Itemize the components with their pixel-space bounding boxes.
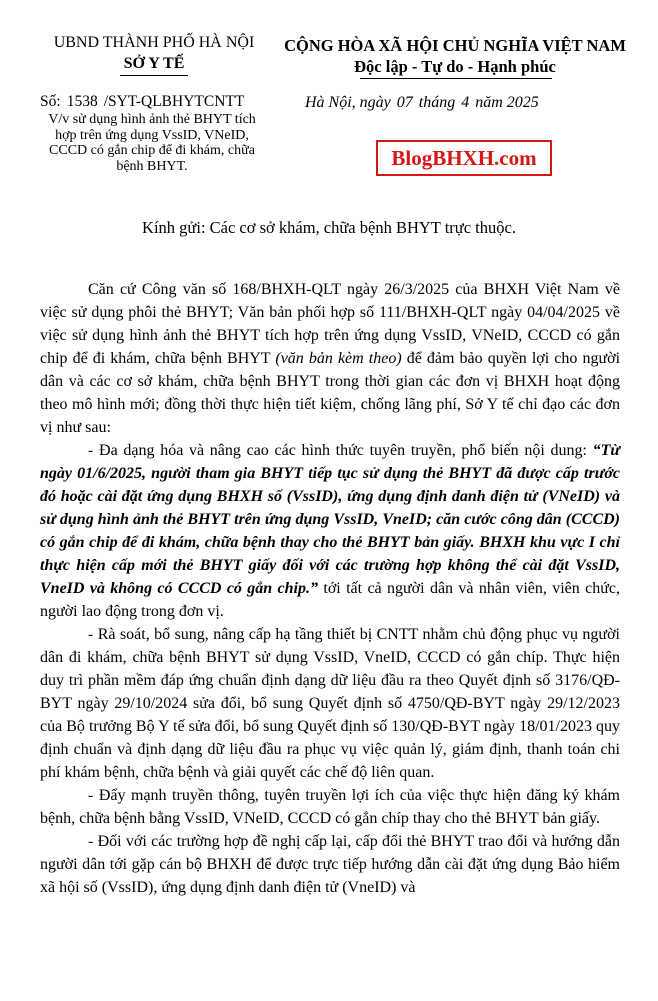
attached-note: (văn bản kèm theo): [275, 350, 402, 367]
date-prefix: Hà Nội, ngày: [305, 94, 391, 111]
doc-number-code: /SYT-QLBHYTCNTT: [103, 93, 245, 110]
document-subject: V/v sử dụng hình ảnh thẻ BHYT tích hợp trên ứng dụng VssID, VNeID, CCCD có gắn chip để đi khám, chữa bệnh BHYT.: [48, 112, 256, 174]
paragraph-basis: [40, 278, 620, 439]
date-day: 07: [396, 94, 413, 111]
doc-number-label: Số:: [40, 93, 61, 110]
recipient-line: Kính gửi: Các cơ sở khám, chữa bệnh BHYT trực thuộc.: [142, 218, 516, 237]
paragraph-communication: [40, 439, 620, 623]
org-name-dept: SỞ Y TẾ: [123, 55, 185, 72]
date-month: 4: [461, 94, 470, 111]
document-date: [305, 94, 539, 112]
communication-tail: tới tất cả người dân và nhân viên, viên chức, người lao động trong đơn vị.: [40, 580, 621, 620]
paragraph-basis-text: Căn cứ Công văn số 168/BHXH-QLT ngày 26/3/2025 của BHXH Việt Nam về việc sử dụng phôi thẻ BHYT; Văn bản phối hợp số 111/BHXH-QLT ngày 04/04/2025 về việc sử dụng hình ảnh thẻ BHYT tích hợp trên ứng dụng VssID, VNeID, CCCD có gắn chip để đi khám, chữa bệnh BHYT: [40, 281, 620, 367]
national-title: CỘNG HÒA XÃ HỘI CHỦ NGHĨA VIỆT NAM: [284, 36, 626, 55]
paragraph-promotion: - Đẩy mạnh truyền thông, tuyên truyền lợi ích của việc thực hiện đăng ký khám bệnh, chữa bệnh bằng VssID, VNeID, CCCD có gắn chíp thay cho thẻ BHYT bản giấy.: [40, 787, 620, 827]
paragraph-reissue: - Đối với các trường hợp đề nghị cấp lại, cấp đổi thẻ BHYT trao đổi và hướng dẫn người dân tới gặp cán bộ BHXH để được trực tiếp hướng dẫn cài đặt ứng dụng Bảo hiểm xã hội số (VssID), ứng dụng định danh điện tử (VneID) và: [40, 833, 620, 896]
org-name-city: UBND THÀNH PHỐ HÀ NỘI: [53, 34, 255, 51]
paragraph-infrastructure: - Rà soát, bổ sung, nâng cấp hạ tầng thiết bị CNTT nhằm chủ động phục vụ người dân đi khám, chữa bệnh BHYT sử dụng VssID, VneID, CCCD có gắn chíp. Thực hiện duy trì phần mềm đáp ứng chuẩn định dạng dữ liệu đầu ra theo Quyết định số 3176/QĐ-BYT ngày 29/10/2024 sửa đổi, bổ sung Quyết định số 4750/QĐ-BYT ngày 29/12/2023 của Bộ trưởng Bộ Y tế sửa đổi, bổ sung Quyết định số 130/QĐ-BYT ngày 18/01/2023 quy định chuẩn và định dạng dữ liệu đầu ra phục vụ việc quản lý, giám định, thanh toán chi phí khám bệnh, chữa bệnh và giải quyết các chế độ liên quan.: [40, 626, 620, 781]
org-underline: [120, 75, 188, 76]
document-body: [40, 278, 620, 899]
document-number: [40, 93, 244, 111]
motto-underline: [360, 78, 552, 79]
brand-watermark-box: [376, 140, 552, 176]
doc-number-value: 1538: [66, 93, 98, 110]
highlight-quote: “Từ ngày 01/6/2025, người tham gia BHYT tiếp tục sử dụng thẻ BHYT đã được cấp trước đó hoặc cài đặt ứng dụng BHXH số (VssID), ứng dụng định danh điện tử (VNeID) và sử dụng hình ảnh thẻ BHYT trên ứng dụng VssID, VneID; căn cước công dân (CCCD) có gắn chip để đi khám, chữa bệnh thay cho thẻ BHYT bản giấy. BHXH khu vực I chỉ thực hiện cấp mới thẻ BHYT giấy đối với các trường hợp không thể cài đặt VssID, VneID và không có CCCD có gắn chip.”: [40, 442, 621, 597]
paragraph-basis-text-cont: để đảm bảo quyền lợi cho người dân và các cơ sở khám, chữa bệnh BHYT trong thời gian các đơn vị BHXH hoạt động theo mô hình mới; đồng thời thực hiện tiết kiệm, chống lãng phí, Sở Y tế chỉ đạo các đơn vị như sau:: [40, 350, 621, 436]
brand-label: BlogBHXH.com: [391, 145, 537, 170]
national-motto: Độc lập - Tự do - Hạnh phúc: [354, 57, 556, 76]
communication-intro: - Đa dạng hóa và nâng cao các hình thức tuyên truyền, phổ biến nội dung:: [88, 442, 587, 459]
date-year: năm 2025: [475, 94, 539, 111]
date-month-label: tháng: [418, 94, 456, 111]
